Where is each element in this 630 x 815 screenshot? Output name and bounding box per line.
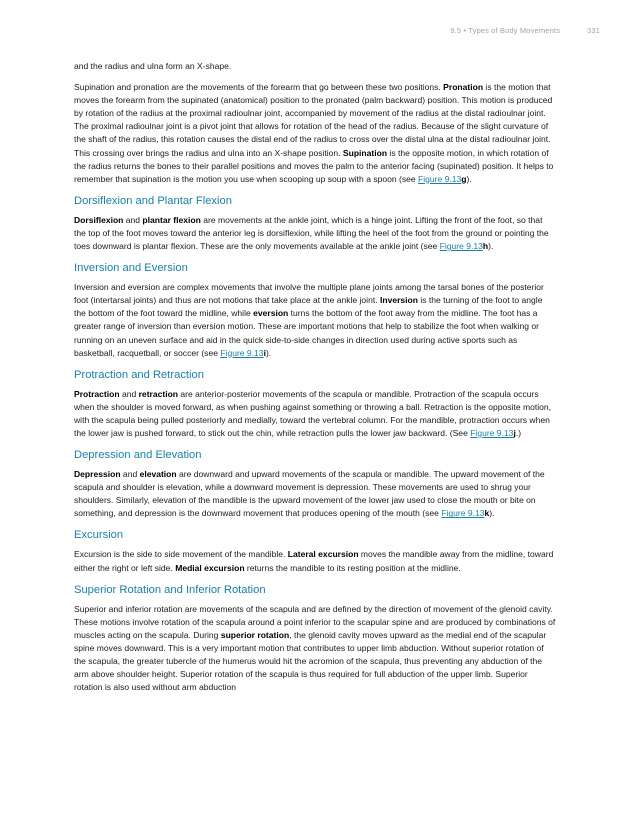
term-inversion: Inversion bbox=[379, 295, 418, 306]
term-pronation: Pronation bbox=[443, 82, 484, 93]
dorsiflexion-paragraph bbox=[74, 214, 556, 253]
page-number: 331 bbox=[587, 26, 600, 35]
text-run: and bbox=[123, 214, 143, 225]
section-heading-protraction: Protraction and Retraction bbox=[74, 368, 204, 381]
term-supination: Supination bbox=[342, 147, 388, 158]
supination-paragraph bbox=[74, 81, 556, 186]
text-run: is the motion that moves the forearm from the supinated (anatomical) position to the pronated (palm backward) position. This motion is produced by rotation of the radius at the proximal radioulnar joint, accompanied by movement of the radius at the distal radioulnar joint. The proximal radioulnar joint is a pivot joint that allows for rotation of the head of the radius. Because of the slight curvature of the shaft of the radius, this rotation causes the distal end of the radius to cross over the distal ulna at the distal radioulnar joint. This crossing over brings the radius and ulna into an X-shape position. bbox=[74, 82, 553, 158]
term-medial-excursion: Medial excursion bbox=[175, 562, 245, 573]
term-depression: Depression bbox=[74, 469, 121, 480]
text-run: is the opposite motion, in which rotation of the radius returns the bones to their parallel positions and moves the palm to the anterior facing (supinated) position. It helps to remember that supination is the motion you use when scooping up soup with a spoon (see bbox=[74, 147, 554, 184]
text-run: ). bbox=[489, 508, 495, 519]
term-elevation: elevation bbox=[139, 469, 177, 480]
running-head bbox=[450, 26, 600, 35]
term-eversion: eversion bbox=[253, 308, 289, 319]
term-lateral-excursion: Lateral excursion bbox=[287, 549, 359, 560]
section-heading-rotation: Superior Rotation and Inferior Rotation bbox=[74, 583, 266, 596]
text-run: Supination and pronation are the movements of the forearm that go between these two positions. bbox=[74, 82, 444, 93]
text-run: Excursion is the side to side movement of the mandible. bbox=[74, 549, 288, 560]
section-heading-excursion: Excursion bbox=[74, 529, 124, 542]
rotation-paragraph bbox=[74, 603, 556, 695]
text-run: Superior and inferior rotation are movements of the scapula and are defined by the direction of movement of the glenoid cavity. These motions involve rotation of the scapula around a point inferior to the scapular spine and are produced by combinations of muscles acting on the scapula. During bbox=[74, 603, 556, 640]
text-run: .) bbox=[515, 427, 522, 438]
text-run: are downward and upward movements of the scapula or mandible. The upward movement of the scapula and shoulder is elevation, while a downward movement is depression. These movements are used to shrug your shoulders. Similarly, elevation of the mandible is the upward movement of the lower jaw used to close the mouth or bite on something, and depression is the downward movement that produces opening of the mouth (see bbox=[74, 469, 545, 519]
text-run: , the glenoid cavity moves upward as the medial end of the scapular spine moves downward. This is a very important motion that contributes to upper limb abduction. Without superior rotation of the scapula, the greater tubercle of the humerus would hit the acromion of the scapula, thus preventing any abduction of the arm above shoulder height. Superior rotation of the scapula is thus required for full abduction of the upper limb. Superior rotation is also used without arm abduction bbox=[74, 629, 547, 693]
protraction-paragraph bbox=[74, 388, 556, 440]
term-retraction: retraction bbox=[138, 388, 179, 399]
figure-panel-letter: j bbox=[513, 427, 516, 438]
text-run: ). bbox=[488, 241, 494, 252]
text-run: is the turning of the foot to angle the bottom of the foot toward the midline, while bbox=[74, 295, 543, 319]
inversion-paragraph bbox=[74, 281, 556, 360]
depression-paragraph bbox=[74, 468, 556, 520]
term-plantar-flexion: plantar flexion bbox=[142, 214, 201, 225]
figure-link[interactable]: Figure 9.13 bbox=[439, 241, 483, 252]
figure-link[interactable]: Figure 9.13 bbox=[470, 427, 514, 438]
section-heading-inversion: Inversion and Eversion bbox=[74, 262, 188, 275]
figure-panel-letter: i bbox=[263, 347, 266, 358]
excursion-paragraph bbox=[74, 548, 556, 574]
section-heading-depression: Depression and Elevation bbox=[74, 449, 202, 462]
text-run: are movements at the ankle joint, which is a hinge joint. Lifting the front of the foot, so that the top of the foot moves toward the anterior leg is dorsiflexion, while lifting the heel of the foot from the ground or pointing the toes downward is plantar flexion. These are the only movements available at the ankle joint (see bbox=[74, 214, 549, 252]
text-run: and bbox=[120, 469, 140, 480]
term-dorsiflexion: Dorsiflexion bbox=[74, 214, 124, 225]
figure-panel-letter: k bbox=[484, 508, 490, 519]
figure-panel-letter: g bbox=[461, 173, 467, 184]
text-run: returns the mandible to its resting position at the midline. bbox=[244, 562, 461, 573]
figure-panel-letter: h bbox=[482, 241, 489, 252]
figure-link[interactable]: Figure 9.13 bbox=[220, 347, 264, 358]
intro-paragraph: and the radius and ulna form an X-shape. bbox=[74, 61, 232, 71]
page-content bbox=[74, 60, 556, 694]
text-run: Inversion and eversion are complex movements that involve the multiple plane joints among the tarsal bones of the posterior foot (intertarsal joints) and thus are not motions that take place at the ankle joint. bbox=[74, 282, 544, 306]
text-run: are anterior-posterior movements of the scapula or mandible. Protraction of the scapula occurs when the shoulder is moved forward, as when pushing against something or throwing a ball. Retraction is the opposite motion, with the scapula being pulled posteriorly and medially, toward the vertebral column. For the mandible, protraction occurs when the lower jaw is pushed forward, to stick out the chin, while retraction pulls the lower jaw backward. (See bbox=[74, 388, 551, 438]
text-run: ). bbox=[265, 347, 272, 358]
section-heading-dorsiflexion: Dorsiflexion and Plantar Flexion bbox=[74, 194, 232, 207]
text-run: turns the bottom of the foot away from the midline. The foot has a greater range of inversion than eversion motion. These are important motions that help to stabilize the foot when walking or running on an uneven surface and aid in the quick side-to-side changes in direction used during active sports such as basketball, racquetball, or soccer (see bbox=[74, 308, 539, 358]
text-run: moves the mandible away from the midline, toward either the right or left side. bbox=[74, 549, 554, 573]
figure-link[interactable]: Figure 9.13 bbox=[417, 173, 462, 184]
running-head-section: 9.5 • Types of Body Movements bbox=[450, 26, 561, 35]
term-superior-rotation: superior rotation bbox=[220, 629, 290, 640]
text-run: and bbox=[119, 388, 139, 399]
term-protraction: Protraction bbox=[74, 388, 120, 399]
text-run: ). bbox=[466, 173, 472, 184]
figure-link[interactable]: Figure 9.13 bbox=[441, 508, 485, 519]
